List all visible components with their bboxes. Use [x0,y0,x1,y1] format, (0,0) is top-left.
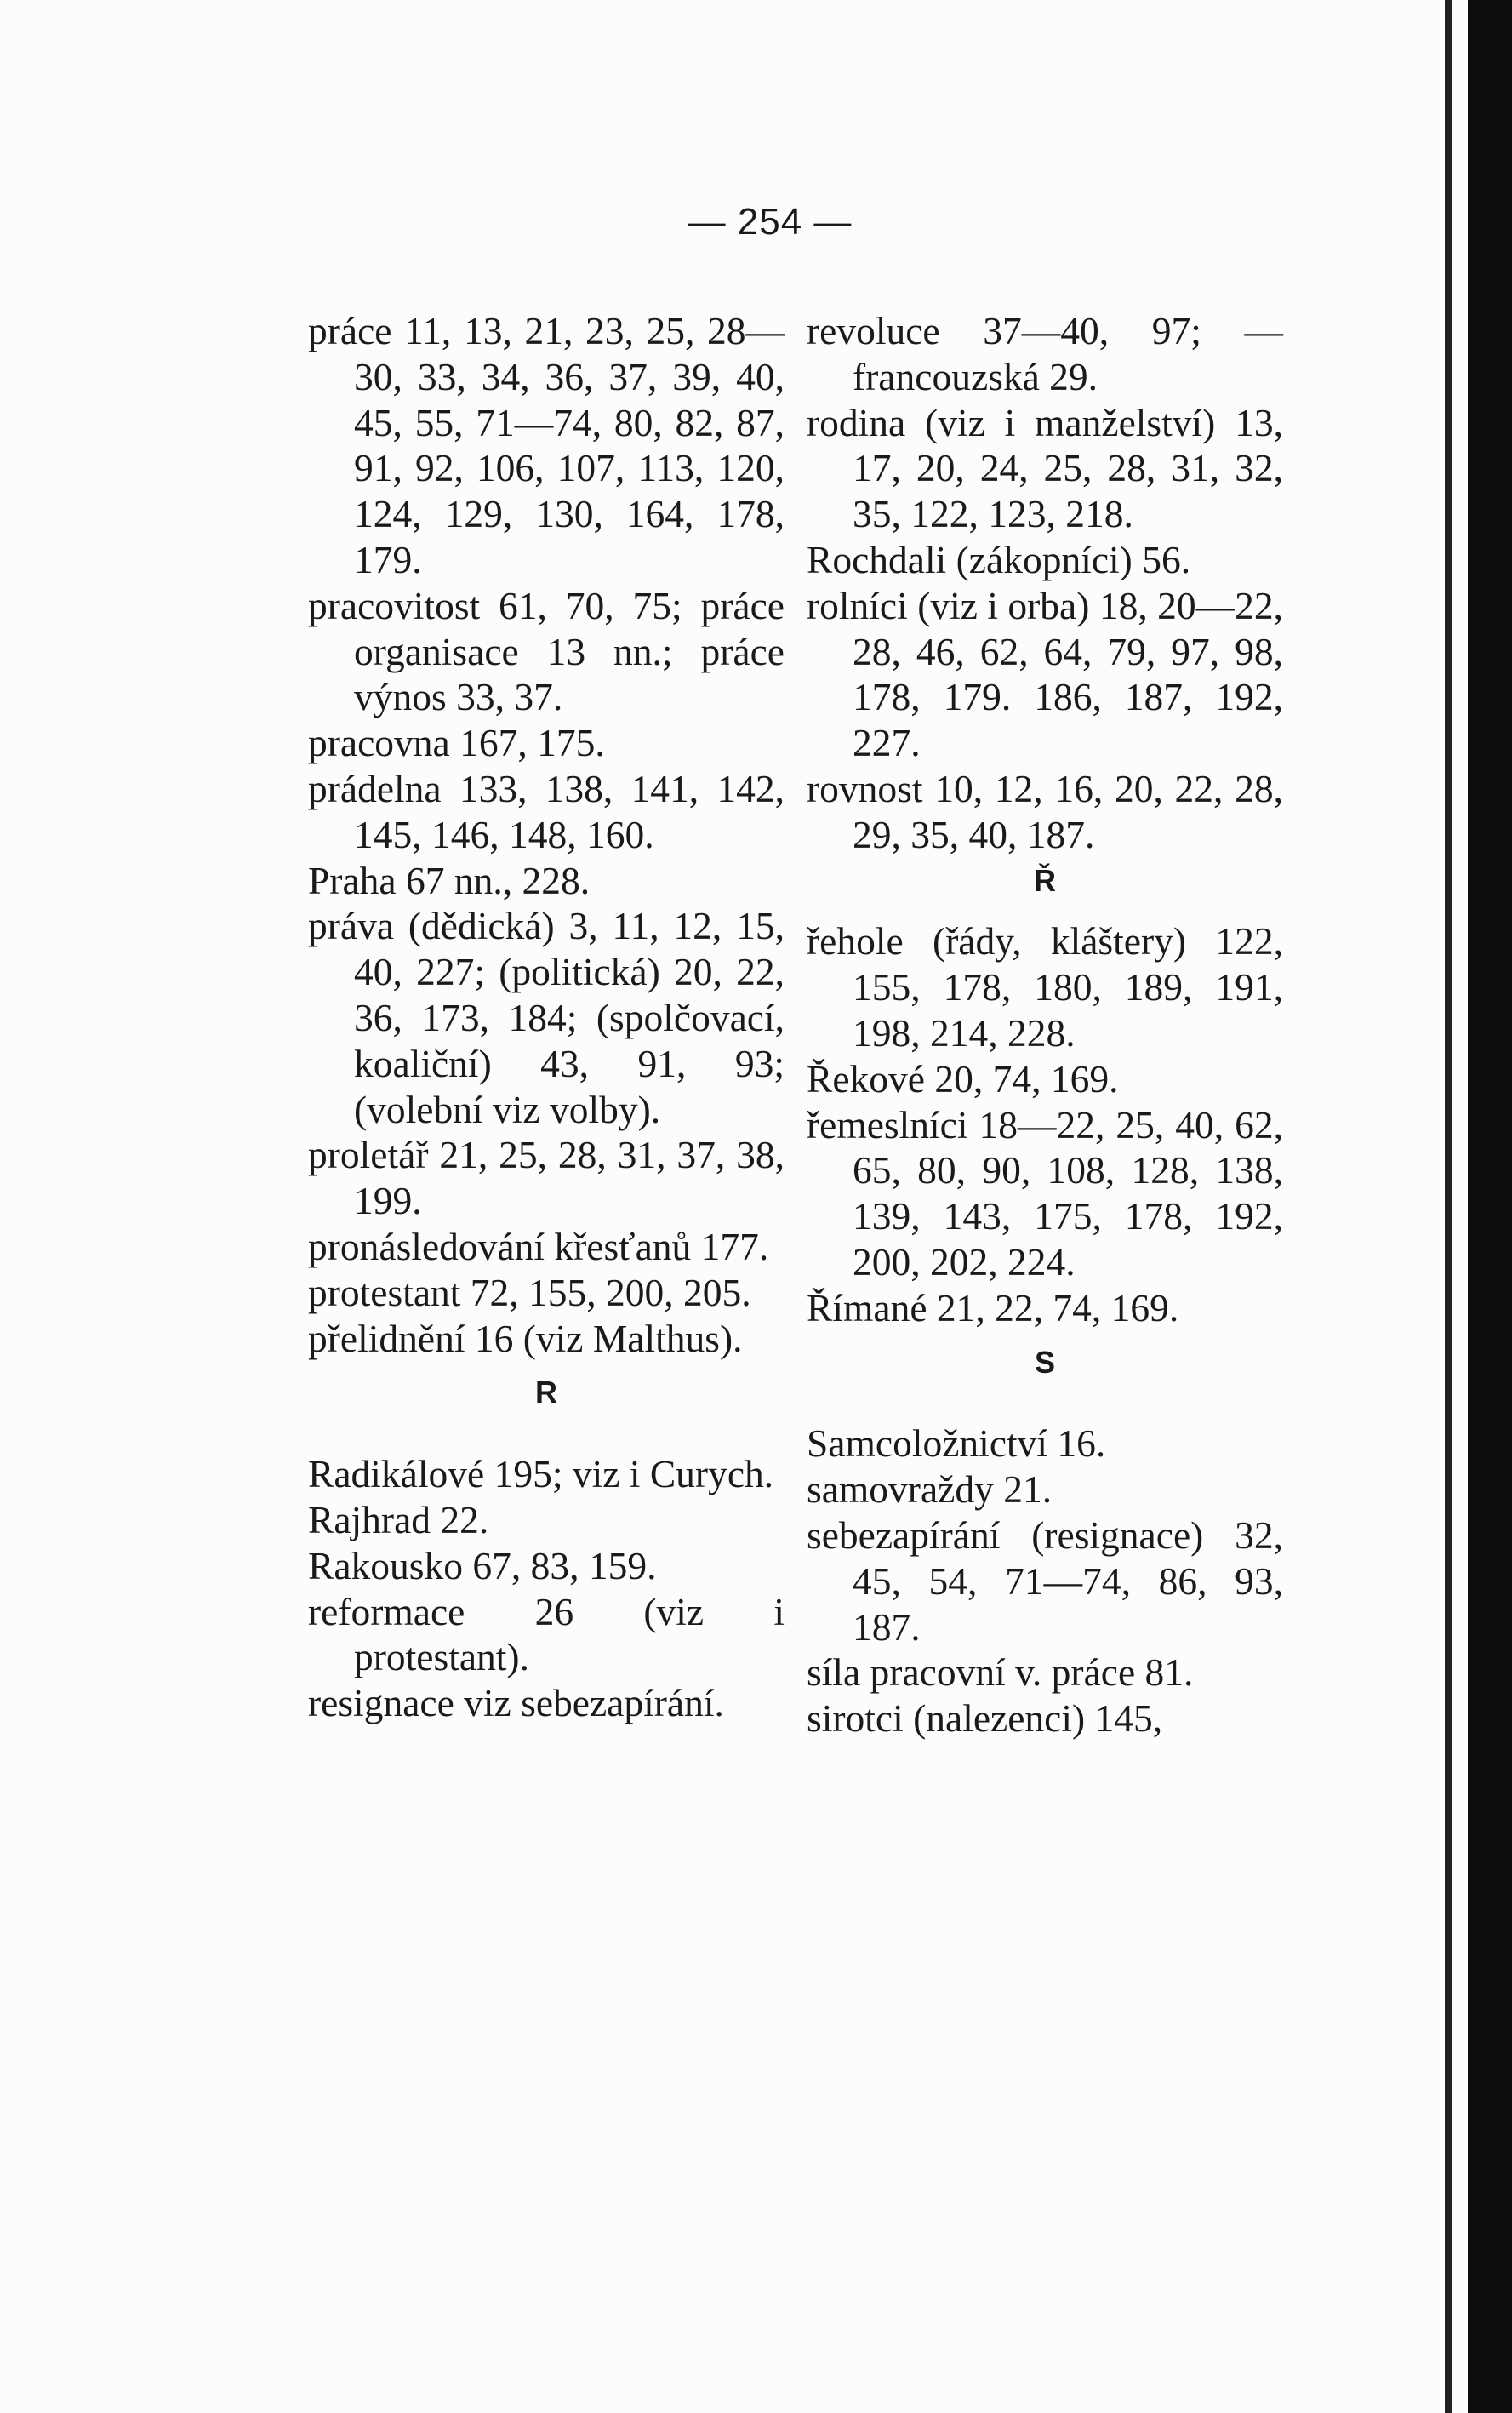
index-entry: síla pracovní v. práce 81. [807,1650,1194,1695]
index-entry: práce 11, 13, 21, 23, 25, 28—30, 33, 34, 36, 37, 39, 40, 45, 55, 71—74, 80, 82, 87, 91, 92, 106, 107, 113, 120, 124, 129, 130, 164, 178, 179. [308,309,785,581]
index-entry: resignace viz sebezapírání. [308,1681,724,1725]
index-column-right [807,308,1283,1741]
section-letter-heading: Ř [1034,862,1056,898]
index-entry: proletář 21, 25, 28, 31, 37, 38, 199. [308,1133,785,1223]
index-entry: Samcoložnictví 16. [807,1421,1106,1466]
index-entry: pracovitost 61, 70, 75; práce organisace 13 nn.; práce výnos 33, 37. [308,583,785,719]
index-entry: Praha 67 nn., 228. [308,858,591,902]
index-entry: sebezapírání (resignace) 32, 45, 54, 71—74, 86, 93, 187. [807,1512,1283,1649]
index-entry: rolníci (viz i orba) 18, 20—22, 28, 46, 62, 64, 79, 97, 98, 178, 179. 186, 187, 192, 227. [807,583,1283,765]
index-entry: rodina (viz i manželství) 13, 17, 20, 24, 25, 28, 31, 32, 35, 122, 123, 218. [807,400,1283,536]
index-entry: sirotci (nalezenci) 145, [807,1696,1163,1741]
section-letter-heading: R [535,1375,557,1410]
binding-edge [1468,0,1512,2413]
section-letter-heading: S [1034,1344,1055,1380]
index-entry: prádelna 133, 138, 141, 142, 145, 146, 148, 160. [308,766,785,856]
index-entry: Rajhrad 22. [308,1497,489,1541]
index-entry: Rakousko 67, 83, 159. [308,1543,657,1587]
index-entry: pracovna 167, 175. [308,721,605,765]
index-column-left [308,308,785,1726]
index-entry: pronásledování křesťanů 177. [308,1224,769,1268]
index-entry: řehole (řády, kláštery) 122, 155, 178, 180, 189, 191, 198, 214, 228. [807,919,1283,1055]
index-entry: Řekové 20, 74, 169. [807,1056,1119,1101]
index-entry: Radikálové 195; viz i Curych. [308,1452,774,1496]
index-entry: rovnost 10, 12, 16, 20, 22, 28, 29, 35, 40, 187. [807,766,1283,856]
binding-shadow-line [1445,0,1452,2413]
page-number: — 254 — [688,201,853,243]
index-entry: reformace 26 (viz i protestant). [308,1589,785,1679]
index-entry: přelidnění 16 (viz Malthus). [308,1316,743,1360]
index-entry: protestant 72, 155, 200, 205. [308,1270,751,1314]
index-entry: Římané 21, 22, 74, 169. [807,1285,1179,1329]
index-entry: práva (dědická) 3, 11, 12, 15, 40, 227; (politická) 20, 22, 36, 173, 184; (spolčovací, koaliční) 43, 91, 93; (volební viz volby). [308,904,785,1131]
index-entry: Rochdali (zákopníci) 56. [807,537,1191,581]
index-entry: řemeslníci 18—22, 25, 40, 62, 65, 80, 90, 108, 128, 138, 139, 143, 175, 178, 192, 200, 202, 224. [807,1102,1283,1284]
index-entry: revoluce 37—40, 97; — francouzská 29. [807,309,1283,398]
index-entry: samovraždy 21. [807,1467,1053,1512]
